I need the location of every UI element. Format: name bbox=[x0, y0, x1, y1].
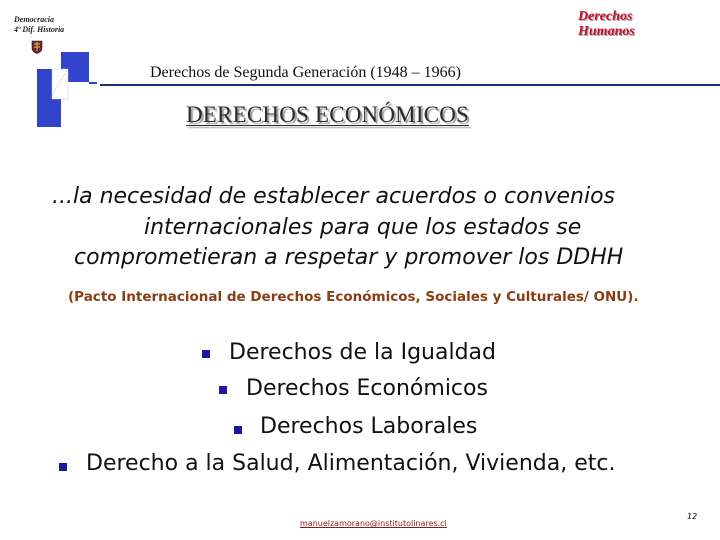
quote-line-1: ...la necesidad de establecer acuerdos o convenios bbox=[52, 184, 615, 209]
author-email-link[interactable]: manuelzamorano@institutolinares.cl bbox=[300, 519, 447, 528]
quote-line-3: comprometieran a respetar y promover los DDHH bbox=[74, 245, 624, 270]
slide-subtitle: Derechos de Segunda Generación (1948 – 1966) bbox=[150, 64, 462, 81]
course-label-line2: 4º Dif. Historia bbox=[14, 25, 65, 34]
square-bullet-icon bbox=[234, 426, 242, 434]
quote-line-2: internacionales para que los estados se bbox=[144, 215, 582, 240]
header-divider bbox=[100, 84, 720, 86]
topic-label bbox=[578, 9, 635, 39]
reference-note: (Pacto Internacional de Derechos Económicos, Sociales y Culturales/ ONU). bbox=[68, 289, 639, 305]
square-bullet-icon bbox=[219, 386, 227, 394]
course-label bbox=[14, 15, 64, 35]
topic-label-line2: Humanos bbox=[578, 24, 635, 39]
decorative-squares bbox=[37, 45, 97, 127]
list-item: Derechos de la Igualdad bbox=[229, 340, 497, 365]
list-item: Derecho a la Salud, Alimentación, Vivienda, etc. bbox=[86, 451, 616, 476]
slide-title: DERECHOS ECONÓMICOS bbox=[186, 102, 470, 127]
list-item: Derechos Económicos bbox=[246, 376, 488, 401]
topic-label-line1: Derechos bbox=[578, 9, 633, 24]
page-number: 12 bbox=[687, 512, 698, 521]
course-label-line1: Democracia bbox=[14, 15, 54, 24]
school-crest-icon bbox=[31, 40, 43, 54]
square-bullet-icon bbox=[59, 463, 67, 471]
square-bullet-icon bbox=[202, 350, 210, 358]
list-item: Derechos Laborales bbox=[260, 414, 478, 439]
